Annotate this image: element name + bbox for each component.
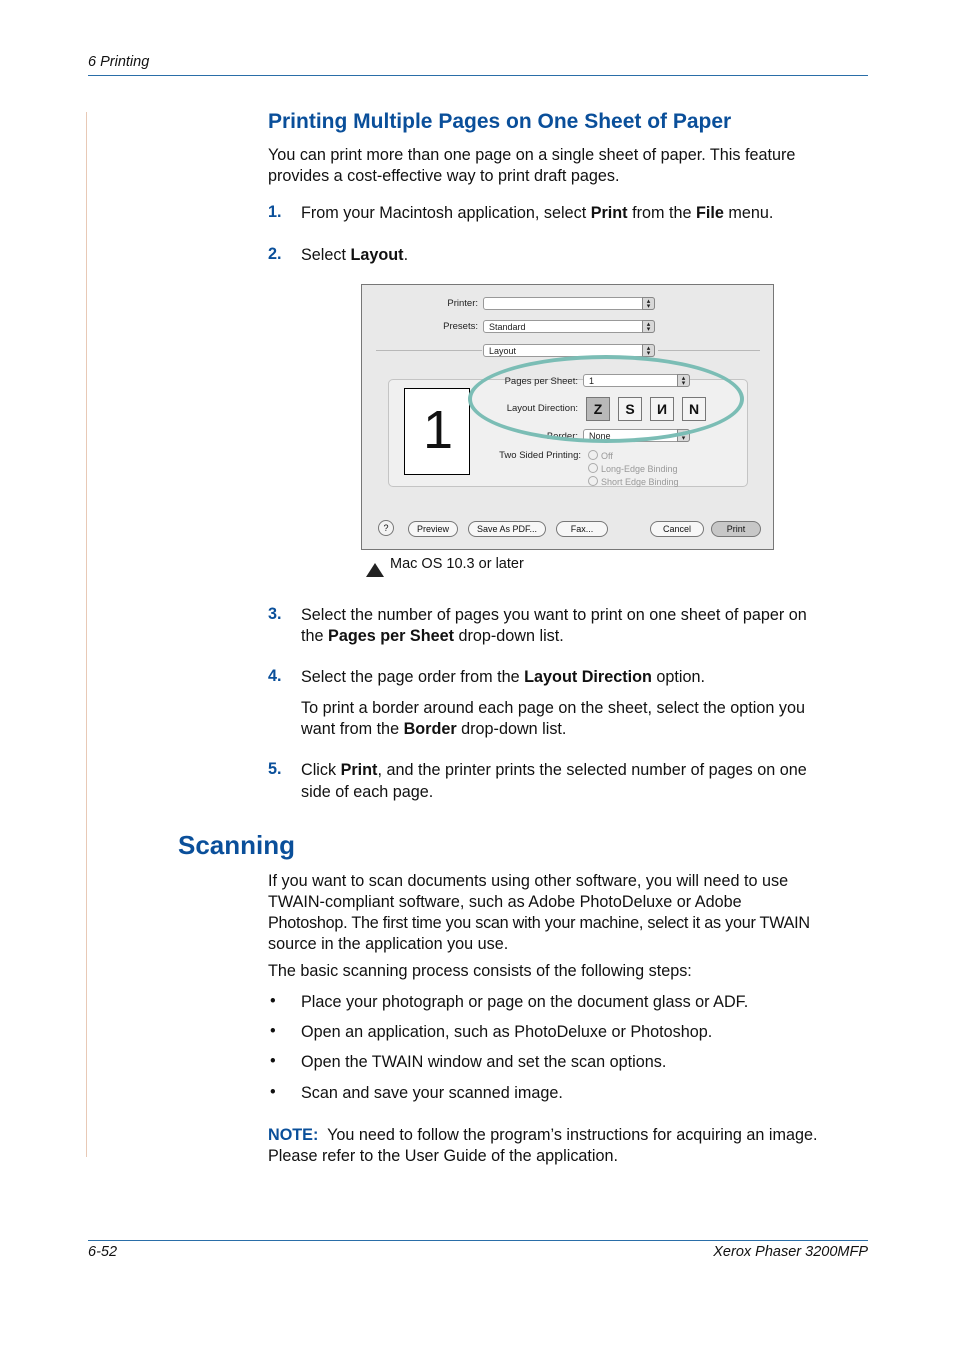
figure-caption: Mac OS 10.3 or later [390, 556, 524, 572]
step-number: 3. [268, 605, 282, 623]
fax-button[interactable]: Fax... [556, 521, 608, 537]
save-as-pdf-button[interactable]: Save As PDF... [468, 521, 546, 537]
step-3-line-1: Select the number of pages you want to print on one sheet of paper on [301, 606, 807, 624]
presets-label: Presets: [443, 321, 478, 332]
product-name: Xerox Phaser 3200MFP [713, 1244, 868, 1260]
list-item: Scan and save your scanned image. [301, 1084, 563, 1102]
step-3-line-2: the Pages per Sheet drop-down list. [301, 627, 564, 645]
step-2-text: Select Layout. [301, 246, 409, 264]
step-4-text: Select the page order from the Layout Direction option. [301, 668, 705, 686]
panel-select[interactable]: Layout ▴ ▾ [483, 344, 655, 357]
preview-number: 1 [423, 400, 454, 460]
note-line-1: NOTE: You need to follow the program’s instructions for acquiring an image. [268, 1126, 818, 1144]
note-label: NOTE: [268, 1126, 319, 1144]
list-item: Open the TWAIN window and set the scan options. [301, 1053, 667, 1071]
highlight-ellipse [468, 355, 744, 443]
margin-line [86, 112, 87, 1157]
running-header: 6 Printing [88, 54, 150, 70]
intro-line-2: provides a cost-effective way to print draft pages. [268, 167, 620, 185]
long-edge-radio[interactable]: Long-Edge Binding [588, 463, 678, 474]
scan-intro-line-2: TWAIN-compliant software, such as Adobe PhotoDeluxe or Adobe [268, 893, 742, 911]
step-5-line-2: side of each page. [301, 783, 434, 801]
direction-n-icon[interactable]: N [682, 397, 706, 421]
chevron-updown-icon: ▴ ▾ [677, 429, 690, 442]
presets-select[interactable]: Standard ▴ ▾ [483, 320, 655, 333]
bullet-icon: • [270, 1052, 276, 1070]
layout-preview [404, 388, 470, 475]
list-item: Place your photograph or page on the document glass or ADF. [301, 993, 749, 1011]
scan-intro-line-1: If you want to scan documents using other software, you will need to use [268, 872, 789, 890]
preview-button[interactable]: Preview [408, 521, 458, 537]
divider [376, 350, 482, 351]
help-icon[interactable]: ? [378, 520, 394, 536]
caption-triangle-icon [366, 563, 384, 577]
step-4-sub-line-2: want from the Border drop-down list. [301, 720, 567, 738]
direction-reverse-n-icon[interactable]: И [650, 397, 674, 421]
list-item: Open an application, such as PhotoDeluxe or Photoshop. [301, 1023, 713, 1041]
step-number: 2. [268, 245, 282, 263]
step-4-sub-line-1: To print a border around each page on the sheet, select the option you [301, 699, 805, 717]
scan-steps-intro: The basic scanning process consists of the following steps: [268, 962, 692, 980]
direction-z-icon[interactable]: Z [586, 397, 610, 421]
cancel-button[interactable]: Cancel [650, 521, 704, 537]
step-5-line-1: Click Print, and the printer prints the selected number of pages on one [301, 761, 807, 779]
scan-intro-line-4: source in the application you use. [268, 935, 509, 953]
footer-rule [88, 1240, 868, 1241]
note-line-2: Please refer to the User Guide of the application. [268, 1147, 619, 1165]
print-dialog-screenshot [361, 284, 774, 550]
layout-direction-label: Layout Direction: [506, 403, 578, 414]
border-select[interactable]: None ▴ ▾ [583, 429, 690, 442]
bullet-icon: • [270, 992, 276, 1010]
two-sided-off-radio[interactable]: Off [588, 450, 613, 461]
printer-label: Printer: [447, 298, 478, 309]
divider [658, 350, 760, 351]
step-number: 1. [268, 203, 282, 221]
section-title-multiple-pages: Printing Multiple Pages on One Sheet of Paper [268, 110, 732, 133]
bullet-icon: • [270, 1083, 276, 1101]
pages-per-sheet-label: Pages per Sheet: [504, 376, 578, 387]
pages-per-sheet-select[interactable]: 1 ▴ ▾ [583, 374, 690, 387]
chevron-updown-icon: ▴ ▾ [642, 320, 655, 333]
step-number: 4. [268, 667, 282, 685]
two-sided-label: Two Sided Printing: [499, 450, 581, 461]
chevron-updown-icon: ▴ ▾ [677, 374, 690, 387]
step-number: 5. [268, 760, 282, 778]
print-button[interactable]: Print [711, 521, 761, 537]
step-1-text: From your Macintosh application, select Print from the File menu. [301, 204, 774, 222]
direction-s-icon[interactable]: S [618, 397, 642, 421]
intro-line-1: You can print more than one page on a single sheet of paper. This feature [268, 146, 796, 164]
chevron-updown-icon: ▴ ▾ [642, 344, 655, 357]
scan-intro-line-3: Photoshop. The first time you scan with your machine, select it as your TWAIN [268, 914, 810, 932]
section-title-scanning: Scanning [178, 830, 296, 860]
page-number: 6-52 [88, 1244, 118, 1260]
chevron-updown-icon: ▴ ▾ [642, 297, 655, 310]
printer-select[interactable] [483, 297, 655, 310]
header-rule [88, 75, 868, 76]
border-label: Border: [546, 431, 578, 442]
short-edge-radio[interactable]: Short Edge Binding [588, 476, 679, 487]
bullet-icon: • [270, 1022, 276, 1040]
